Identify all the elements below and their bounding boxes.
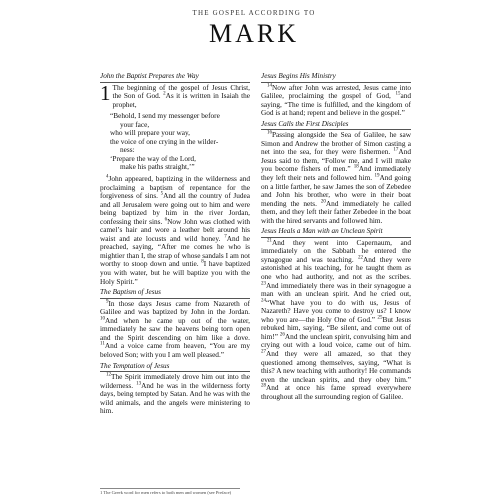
verse-text: And immediately he called them, and they left their father Zebedee in the boat with the hired servants and followed him.: [261, 198, 411, 225]
quotation-poem: [110, 112, 250, 172]
verse-number: 25: [377, 315, 383, 321]
section-heading: Jesus Heals a Man with an Unclean Spirit: [261, 227, 411, 238]
verse-number: 19: [374, 173, 380, 179]
chapter-number: 1: [100, 80, 111, 105]
verse-number: 23: [261, 281, 266, 287]
verse-number: 7: [224, 234, 227, 240]
section-heading: John the Baptist Prepares the Way: [100, 72, 250, 83]
footnote: 1 The Greek word for men refers to both men and women (see Preface): [100, 488, 240, 495]
verse-number: 27: [261, 349, 266, 355]
verse-paragraph: [261, 239, 411, 401]
verse-text: And immediately they left their nets and followed him.: [261, 164, 411, 183]
verse-paragraph: [261, 84, 411, 118]
verse-text: And when he came up out of the water, immediately he saw the heavens being torn open and the Spirit descending on him like a dove.: [100, 315, 250, 342]
verse-number: 13: [136, 381, 142, 387]
verse-text: And he was in the wilderness forty days, being tempted by Satan. And he was with the wild animals, and the angels were ministering to him.: [100, 380, 250, 416]
verse-number: 10: [100, 316, 105, 322]
verse-number: 9: [106, 299, 109, 305]
left-column: [100, 72, 250, 416]
bible-page: [93, 0, 415, 500]
section-heading: The Temptation of Jesus: [100, 362, 250, 373]
verse-number: 15: [395, 91, 401, 97]
verse-number: 20: [320, 199, 326, 205]
verse-number: 2: [163, 91, 166, 97]
poem-line: your face,: [120, 119, 150, 129]
verse-text: As it is written in Isaiah the prophet,: [112, 91, 250, 109]
verse-text: And going on a little farther, he saw James the son of Zebedee and John his brother, who were in their boat mending the nets.: [261, 173, 411, 208]
verse-text: John appeared, baptizing in the wilderness and proclaiming a baptism of repentance for the forgiveness of sins.: [100, 174, 250, 201]
verse-text: And he preached, saying, “After me comes he who is mightier than I, the strap of whose sandals I am not worthy to stoop down and untie.: [100, 233, 250, 269]
verse-text: and saying, “The time is fulfilled, and the kingdom of God is at hand; repent and believe in the gospel.”: [261, 91, 411, 118]
verse-number: 24: [261, 298, 266, 304]
verse-number: 11: [100, 341, 105, 347]
verse-text: And all the country of Judea and all Jerusalem were going out to him and were being baptized by him in the river Jordan, confessing their sins.: [100, 191, 250, 226]
verse-number: 26: [279, 332, 285, 338]
verse-number: 5: [160, 191, 164, 197]
verse-number: 4: [106, 174, 109, 180]
section-heading: The Baptism of Jesus: [100, 288, 250, 299]
verse-number: 18: [353, 165, 359, 171]
verse-number: 6: [164, 217, 168, 223]
verse-text: I have baptized you with water, but he will baptize you with the Holy Spirit.”: [100, 259, 250, 286]
verse-text: And they were astonished at his teaching, for he taught them as one who had authority, and not as the scribes.: [261, 254, 411, 282]
verse-text: And at once his fame spread everywhere throughout all the surrounding region of Galilee.: [261, 383, 411, 401]
running-head: THE GOSPEL ACCORDING TO: [192, 9, 316, 17]
verse-text: And a voice came from heaven, “You are my beloved Son; with you I am well pleased.”: [100, 341, 250, 359]
verse-text: Now John was clothed with camel’s hair and wore a leather belt around his waist and ate locusts and wild honey.: [100, 216, 250, 243]
poem-line: ‘Prepare the way of the Lord,: [110, 153, 196, 163]
verse-number: 22: [358, 255, 363, 261]
section-heading: Jesus Begins His Ministry: [261, 72, 411, 83]
verse-text: Now after John was arrested, Jesus came into Galilee, proclaiming the gospel of God,: [261, 82, 411, 101]
verse-paragraph: [261, 131, 411, 225]
verse-paragraph: [100, 80, 250, 110]
verse-text: And they were all amazed, so that they questioned among themselves, saying, “What is this? A new teaching with authority! He commands even the unclean spirits, and they obey him.”: [261, 348, 411, 384]
verse-paragraph: [100, 300, 250, 360]
verse-number: 17: [393, 147, 399, 153]
verse-number: 28: [261, 383, 266, 389]
verse-number: 8: [201, 260, 204, 266]
verse-text: The beginning of the gospel of Jesus Christ, the Son of God.: [112, 82, 250, 101]
verse-text: But Jesus rebuked him, saying, “Be silent, and come out of him!”: [261, 314, 411, 341]
verse-text: Passing alongside the Sea of Galilee, he saw Simon and Andrew the brother of Simon casting a net into the sea, for they were fishermen.: [261, 130, 411, 157]
book-title: MARK: [208, 19, 299, 48]
verse-text: “What have you to do with us, Jesus of Nazareth? Have you come to destroy us? I know who you are—the Holy One of God.”: [261, 297, 411, 324]
poem-line: the voice of one crying in the wilder-: [110, 136, 219, 146]
verse-paragraph: [100, 175, 250, 286]
poem-line: “Behold, I send my messenger before: [110, 111, 220, 121]
verse-paragraph: [100, 373, 250, 416]
verse-text: And Jesus said to them, “Follow me, and I will make you become fishers of men.”: [261, 147, 411, 174]
poem-line: ness:: [120, 145, 135, 155]
verse-number: 12: [106, 372, 111, 378]
verse-text: And the unclean spirit, convulsing him and crying out with a loud voice, came out of him.: [261, 331, 411, 350]
verse-number: 14: [267, 83, 272, 89]
section-heading: Jesus Calls the First Disciples: [261, 120, 411, 131]
verse-text: And immediately there was in their synagogue a man with an unclean spirit. And he cried out,: [261, 280, 411, 299]
verse-number: 16: [267, 130, 272, 136]
verse-text: And they went into Capernaum, and immediately on the Sabbath he entered the synagogue and was teaching.: [261, 237, 411, 264]
verse-text: The Spirit immediately drove him out into the wilderness.: [100, 372, 250, 390]
verse-number: 21: [267, 238, 272, 244]
poem-line: make his paths straight,’”: [120, 162, 195, 172]
verse-text: In those days Jesus came from Nazareth of Galilee and was baptized by John in the Jordan.: [100, 298, 250, 317]
right-column: [261, 72, 411, 401]
poem-line: who will prepare your way,: [110, 128, 190, 138]
